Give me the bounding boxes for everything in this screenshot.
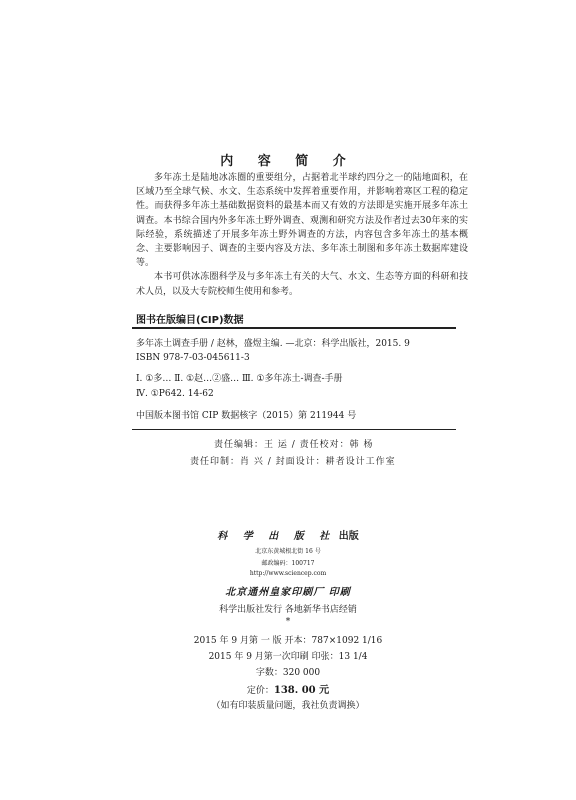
publisher-name: 科 学 出 版 社 (217, 531, 336, 542)
credits-editors: 责任编辑：王 运 / 责任校对：韩 杨 (214, 440, 374, 450)
cip-top-rule (132, 327, 456, 329)
cip-line-title: 多年冻土调查手册 / 赵林，盛煜主编. —北京：科学出版社，2015. 9 (136, 339, 410, 349)
quality-notice: （如有印装质量问题，我社负责调换） (211, 701, 365, 711)
publisher-address: 北京东黄城根北街 16 号 (255, 548, 321, 555)
summary-title: 内 容 简 介 (220, 154, 356, 169)
edition-line-1: 2015 年 9 月第 一 版 开本：787×1092 1/16 (193, 636, 383, 646)
summary-paragraph-2: 本书可供冰冻圈科学及与多年冻土有关的大气、水文、生态等方面的科研和技术人员，以及大专院校师生使用和参考。 (136, 272, 468, 297)
cip-line-classification: Ⅰ. ①多… Ⅱ. ①赵…②盛… Ⅲ. ①多年冻土-调查-手册 (136, 374, 343, 384)
publisher-line (0, 527, 576, 542)
cip-bottom-rule (132, 429, 456, 430)
separator-mark: * (285, 617, 291, 627)
publisher-website: http://www.sciencep.com (249, 570, 327, 577)
publisher-postcode: 邮政编码：100717 (261, 560, 315, 567)
price-line (0, 681, 576, 696)
credits-printing: 责任印制：肖 兴 / 封面设计：耕者设计工作室 (190, 457, 396, 467)
summary-abstract (136, 171, 468, 299)
publisher-suffix: 出版 (338, 531, 359, 542)
cip-line-record: 中国版本图书馆 CIP 数据核字（2015）第 211944 号 (136, 411, 357, 421)
cip-line-isbn: ISBN 978-7-03-045611-3 (136, 353, 250, 363)
price-value: 138. 00 元 (273, 685, 330, 696)
cip-line-clc: Ⅳ. ①P642. 14-62 (136, 389, 214, 399)
edition-line-2: 2015 年 9 月第一次印刷 印张：13 1/4 (208, 652, 368, 662)
distribution-line: 科学出版社发行 各地新华书店经销 (219, 605, 357, 615)
printer-line: 北京通州皇家印刷厂 印刷 (225, 587, 351, 598)
summary-paragraph-1: 多年冻土是陆地冰冻圈的重要组分，占据着北半球约四分之一的陆地面积，在区域乃至全球气候、水文、生态系统中发挥着重要作用，并影响着寒区工程的稳定性。而获得多年冻土基础数据资料的最基本而又有效的方法即是实施开展多年冻土调查。本书综合国内外多年冻土野外调查、观测和研究方法及作者过去30年来的实际经验，系统描述了开展多年冻土野外调查的方法，内容包含多年冻土的基本概念、主要影响因子、调查的主要内容及方法、多年冻土制图和多年冻土数据库建设等。 (136, 173, 468, 269)
cip-heading: 图书在版编目(CIP)数据 (136, 315, 244, 326)
word-count: 字数：320 000 (255, 668, 321, 678)
price-label: 定价： (246, 686, 274, 696)
